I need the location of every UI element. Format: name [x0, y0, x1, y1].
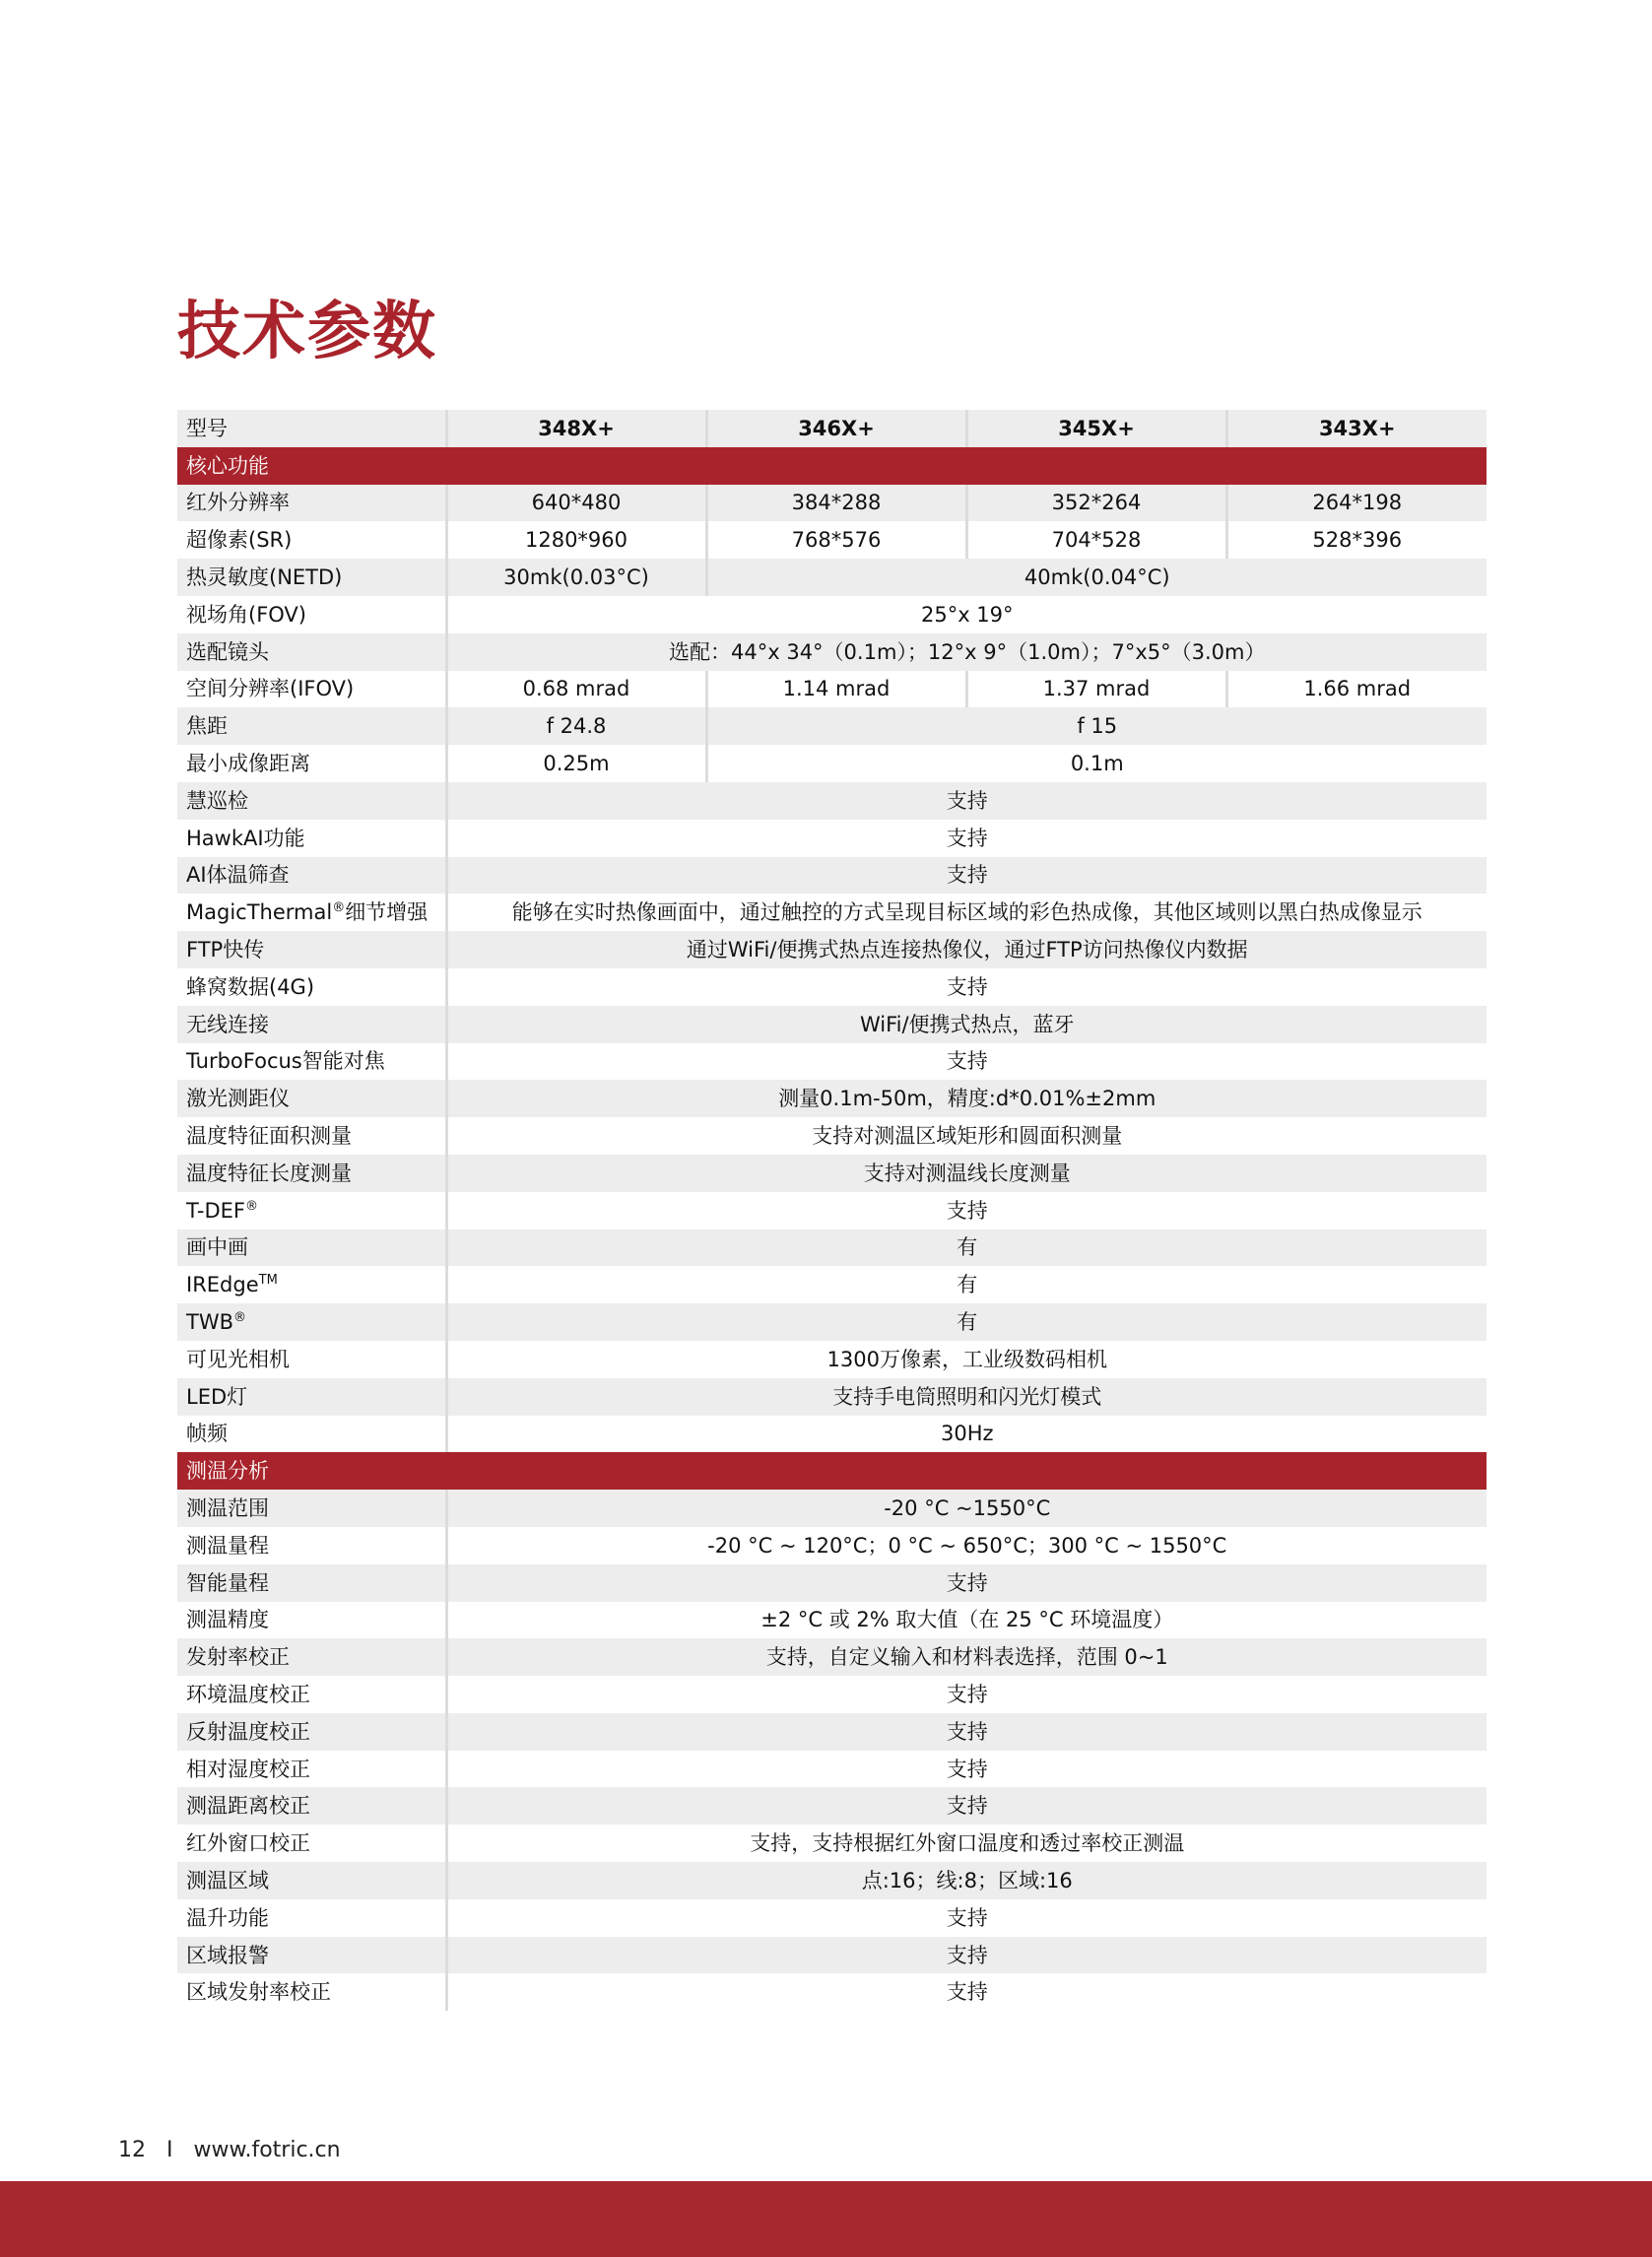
model-header-label: 型号 — [177, 410, 446, 447]
spec-label — [177, 1266, 446, 1303]
spec-label-text: 区域发射率校正 — [186, 1980, 331, 2005]
spec-value: 0.68 mrad — [446, 671, 706, 708]
spec-label-text: 温度特征面积测量 — [186, 1124, 352, 1149]
spec-label — [177, 1192, 446, 1229]
spec-value: 640*480 — [446, 485, 706, 522]
spec-row — [177, 671, 1487, 708]
spec-row — [177, 931, 1487, 968]
spec-label-text: 可见光相机 — [186, 1347, 290, 1371]
spec-value: -20 °C ~ 120°C；0 °C ~ 650°C；300 °C ~ 1550°C — [707, 1533, 1227, 1558]
spec-value: 能够在实时热像画面中，通过触控的方式呈现目标区域的彩色热成像，其他区域则以黑白热成像显示 — [511, 900, 1422, 925]
spec-label-text: 测温范围 — [186, 1496, 269, 1520]
spec-label — [177, 559, 446, 596]
spec-value: 1.14 mrad — [706, 671, 966, 708]
spec-row — [177, 745, 1487, 782]
spec-label-text: 视场角(FOV) — [186, 602, 306, 627]
spec-value: 有 — [446, 1303, 1487, 1341]
model-name: 348X+ — [446, 410, 706, 447]
spec-label-suffix: 细节增强 — [345, 900, 429, 925]
spec-label-text: TurboFocus智能对焦 — [186, 1049, 385, 1074]
spec-row — [177, 1973, 1487, 2011]
spec-label — [177, 1899, 446, 1937]
spec-row — [177, 1341, 1487, 1378]
spec-label-text: 红外窗口校正 — [186, 1831, 310, 1856]
spec-label-text: 热灵敏度(NETD) — [186, 565, 343, 590]
spec-row — [177, 820, 1487, 857]
spec-value: 支持 — [446, 782, 1487, 820]
spec-value: 支持 — [446, 1564, 1487, 1602]
spec-label-text: 画中画 — [186, 1235, 248, 1260]
spec-label — [177, 1490, 446, 1527]
spec-row — [177, 707, 1487, 745]
spec-label-text: 相对湿度校正 — [186, 1757, 310, 1781]
spec-value: 1.66 mrad — [1303, 677, 1412, 701]
spec-label — [177, 1303, 446, 1341]
spec-value: 支持 — [446, 1937, 1487, 1974]
spec-label — [177, 1006, 446, 1043]
spec-row — [177, 1303, 1487, 1341]
spec-value: 支持，自定义输入和材料表选择，范围 0~1 — [446, 1638, 1487, 1676]
spec-value: 1280*960 — [446, 521, 706, 559]
spec-label — [177, 1043, 446, 1081]
trademark-mark: ® — [245, 1198, 258, 1214]
spec-label-text: FTP快传 — [186, 938, 265, 963]
spec-label — [177, 931, 446, 968]
spec-label-text: 温升功能 — [186, 1905, 269, 1930]
spec-label-text: 红外分辨率 — [186, 491, 290, 515]
spec-row — [177, 1229, 1487, 1267]
spec-row — [177, 1527, 1487, 1564]
spec-label-text: AI体温筛查 — [186, 863, 290, 888]
spec-value: 768*576 — [706, 521, 966, 559]
spec-label — [177, 968, 446, 1006]
spec-value: 支持对测温区域矩形和圆面积测量 — [812, 1124, 1123, 1149]
spec-label — [177, 1973, 446, 2011]
spec-label — [177, 633, 446, 671]
spec-label-text: 反射温度校正 — [186, 1719, 310, 1744]
spec-label — [177, 745, 446, 782]
spec-row — [177, 521, 1487, 559]
section-title: 核心功能 — [177, 447, 1487, 485]
spec-label — [177, 1117, 446, 1155]
spec-value: 30mk(0.03°C) — [446, 559, 706, 596]
spec-value: 有 — [957, 1273, 978, 1297]
spec-label — [177, 820, 446, 857]
spec-row — [177, 596, 1487, 633]
spec-row — [177, 1825, 1487, 1862]
trademark-mark: TM — [258, 1273, 278, 1289]
spec-row — [177, 1937, 1487, 1974]
spec-label — [177, 1825, 446, 1862]
spec-value: 30Hz — [940, 1422, 994, 1446]
spec-value: 384*288 — [706, 485, 966, 522]
spec-label-text: 最小成像距离 — [186, 752, 310, 776]
spec-row — [177, 1676, 1487, 1713]
spec-value: 支持 — [946, 974, 988, 999]
spec-row — [177, 1080, 1487, 1117]
spec-label-text: 温度特征长度测量 — [186, 1161, 352, 1185]
spec-row — [177, 1117, 1487, 1155]
spec-label — [177, 671, 446, 708]
spec-row — [177, 1787, 1487, 1825]
spec-label — [177, 857, 446, 895]
page-number: 12 — [118, 2138, 146, 2162]
spec-value: 支持 — [446, 1713, 1487, 1751]
spec-label — [177, 1527, 446, 1564]
spec-label-text: 蜂窝数据(4G) — [186, 974, 315, 999]
spec-label-text: 测温精度 — [186, 1608, 269, 1632]
spec-row — [177, 1564, 1487, 1602]
spec-label-text: 慧巡检 — [186, 788, 248, 813]
spec-label-text: 环境温度校正 — [186, 1682, 310, 1706]
spec-label — [177, 1416, 446, 1453]
trademark-mark: ® — [233, 1310, 246, 1326]
spec-value: 704*528 — [966, 521, 1226, 559]
spec-value: 0.1m — [1070, 752, 1124, 776]
spec-row — [177, 1751, 1487, 1788]
spec-row — [177, 968, 1487, 1006]
spec-value: 支持 — [446, 857, 1487, 895]
spec-value: WiFi/便携式热点，蓝牙 — [446, 1006, 1487, 1043]
spec-label — [177, 596, 446, 633]
spec-label — [177, 1638, 446, 1676]
spec-value: 支持手电筒照明和闪光灯模式 — [446, 1378, 1487, 1416]
model-name: 345X+ — [966, 410, 1226, 447]
spec-label — [177, 1564, 446, 1602]
spec-row — [177, 1378, 1487, 1416]
model-name: 346X+ — [706, 410, 966, 447]
spec-label-text: 发射率校正 — [186, 1645, 290, 1670]
spec-label-text: 焦距 — [186, 714, 228, 739]
spec-value: 支持 — [946, 1049, 988, 1074]
spec-value: 1.37 mrad — [966, 671, 1226, 708]
section-title: 测温分析 — [177, 1452, 1487, 1490]
spec-row — [177, 1638, 1487, 1676]
spec-row — [177, 782, 1487, 820]
spec-row — [177, 485, 1487, 522]
spec-value: 选配：44°x 34°（0.1m）；12°x 9°（1.0m）；7°x5°（3.0m） — [446, 633, 1487, 671]
model-name: 343X+ — [1226, 410, 1487, 447]
page-title: 技术参数 — [177, 296, 437, 368]
spec-label — [177, 707, 446, 745]
spec-label — [177, 782, 446, 820]
spec-label-text: LED灯 — [186, 1384, 248, 1409]
spec-value: 支持 — [946, 1905, 988, 1930]
spec-row — [177, 1899, 1487, 1937]
spec-label-text: IREdge — [186, 1273, 259, 1297]
spec-label-text: 无线连接 — [186, 1012, 269, 1036]
spec-row — [177, 1713, 1487, 1751]
spec-row — [177, 857, 1487, 895]
spec-row — [177, 1490, 1487, 1527]
spec-label-text: 测温量程 — [186, 1533, 269, 1558]
spec-value: 通过WiFi/便携式热点连接热像仪，通过FTP访问热像仪内数据 — [446, 931, 1487, 968]
spec-label — [177, 1937, 446, 1974]
spec-row — [177, 633, 1487, 671]
footer-bar — [0, 2181, 1652, 2257]
spec-label — [177, 1862, 446, 1899]
spec-label — [177, 1676, 446, 1713]
trademark-mark: ® — [332, 900, 346, 916]
footer — [118, 2138, 341, 2162]
spec-value: 支持 — [946, 1198, 988, 1223]
spec-value: 528*396 — [1312, 528, 1403, 553]
spec-value: ±2 °C 或 2% 取大值（在 25 °C 环境温度） — [760, 1608, 1174, 1632]
spec-label — [177, 485, 446, 522]
footer-separator: I — [166, 2138, 173, 2162]
spec-label — [177, 1155, 446, 1192]
spec-value: 支持 — [946, 826, 988, 850]
spec-value: 支持 — [446, 1787, 1487, 1825]
spec-row — [177, 1862, 1487, 1899]
spec-label-text: HawkAI功能 — [186, 826, 305, 850]
spec-value: 1300万像素，工业级数码相机 — [826, 1347, 1107, 1371]
spec-label-text: 智能量程 — [186, 1570, 269, 1595]
spec-row — [177, 1602, 1487, 1639]
spec-row — [177, 1416, 1487, 1453]
spec-row — [177, 1192, 1487, 1229]
spec-row — [177, 1043, 1487, 1081]
spec-value: 0.25m — [446, 745, 706, 782]
spec-label-text: 测温距离校正 — [186, 1794, 310, 1819]
spec-label-text: MagicThermal — [186, 900, 333, 925]
spec-row — [177, 1155, 1487, 1192]
spec-value: 测量0.1m-50m，精度:d*0.01%±2mm — [446, 1080, 1487, 1117]
spec-label — [177, 1787, 446, 1825]
model-header-row — [177, 410, 1487, 447]
spec-label — [177, 1229, 446, 1267]
spec-value: f 15 — [706, 707, 1487, 745]
spec-row — [177, 559, 1487, 596]
spec-row — [177, 1266, 1487, 1303]
spec-row — [177, 894, 1487, 931]
spec-table-body — [177, 410, 1487, 2011]
spec-value: -20 °C ~1550°C — [446, 1490, 1487, 1527]
spec-label-text: 选配镜头 — [186, 639, 269, 664]
spec-value: 有 — [446, 1229, 1487, 1267]
section-header-row — [177, 1452, 1487, 1490]
spec-label — [177, 1751, 446, 1788]
spec-value: 支持，支持根据红外窗口温度和透过率校正测温 — [750, 1831, 1185, 1856]
spec-label — [177, 1713, 446, 1751]
spec-value: f 24.8 — [446, 707, 706, 745]
spec-label — [177, 1602, 446, 1639]
spec-label-text: 区域报警 — [186, 1943, 269, 1967]
spec-label-text: 空间分辨率(IFOV) — [186, 677, 355, 701]
spec-value: 支持对测温线长度测量 — [446, 1155, 1487, 1192]
section-header-row — [177, 447, 1487, 485]
spec-label-text: T-DEF — [186, 1198, 245, 1223]
spec-label — [177, 894, 446, 931]
spec-label — [177, 521, 446, 559]
spec-label-text: 帧频 — [186, 1422, 228, 1446]
spec-label-text: 超像素(SR) — [186, 528, 293, 553]
spec-value: 点:16；线:8；区域:16 — [446, 1862, 1487, 1899]
spec-label-text: TWB — [186, 1310, 233, 1335]
spec-label-text: 激光测距仪 — [186, 1087, 290, 1111]
spec-label — [177, 1080, 446, 1117]
spec-label — [177, 1378, 446, 1416]
spec-value: 支持 — [946, 1980, 988, 2005]
spec-value: 40mk(0.04°C) — [706, 559, 1487, 596]
spec-value: 支持 — [946, 1757, 988, 1781]
spec-table — [177, 410, 1487, 2011]
spec-label-text: 测温区域 — [186, 1868, 269, 1892]
spec-value: 25°x 19° — [920, 602, 1014, 627]
spec-value: 264*198 — [1226, 485, 1487, 522]
spec-label — [177, 1341, 446, 1378]
spec-value: 352*264 — [966, 485, 1226, 522]
spec-row — [177, 1006, 1487, 1043]
spec-value: 支持 — [946, 1682, 988, 1706]
website-link[interactable]: www.fotric.cn — [193, 2138, 341, 2162]
